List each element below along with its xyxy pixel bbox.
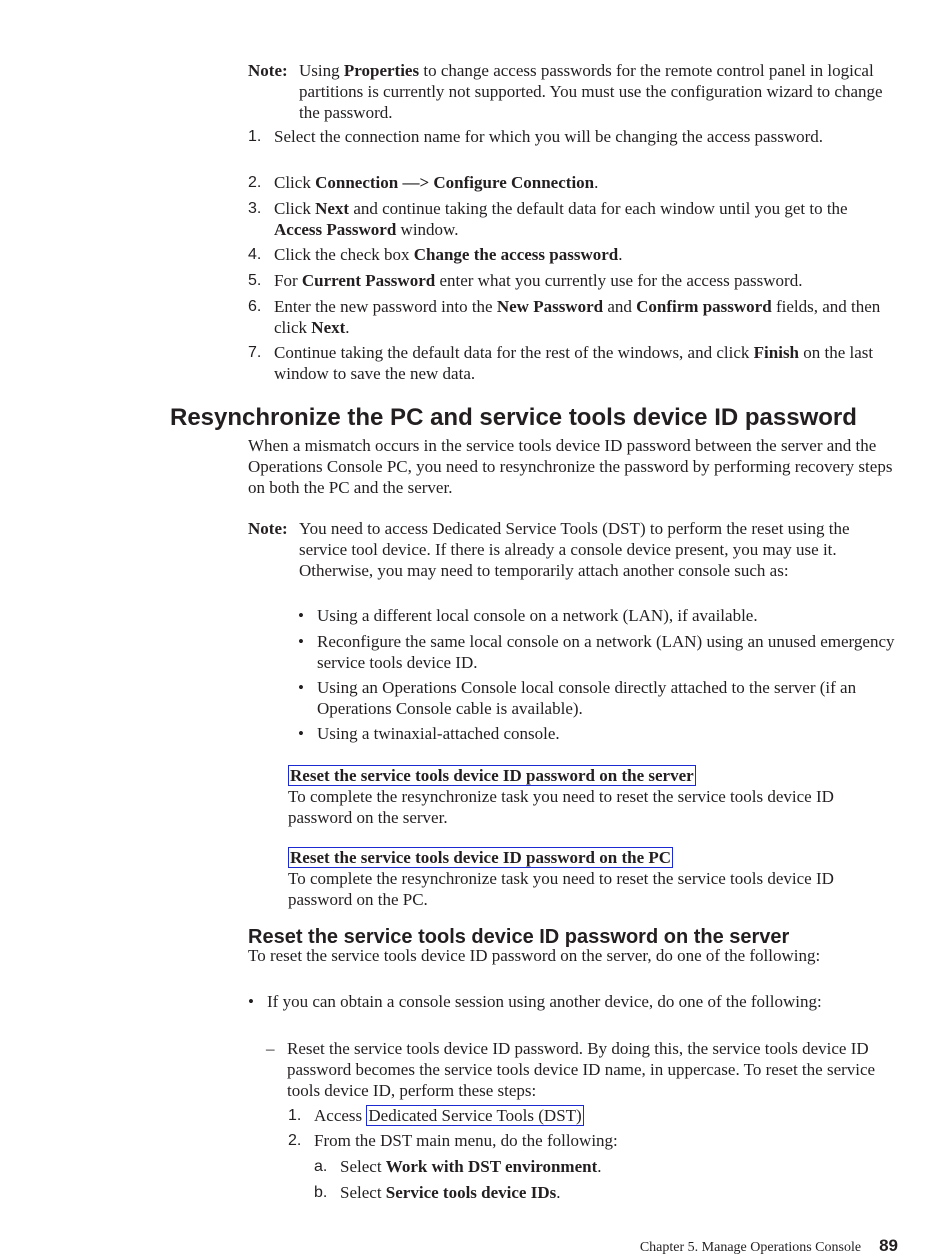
step-4: 4. Click the check box Change the access password. bbox=[248, 245, 623, 264]
substep-b: b. Select Service tools device IDs. bbox=[314, 1183, 561, 1202]
section-heading: Resynchronize the PC and service tools device ID password bbox=[170, 404, 857, 431]
reset-server-link[interactable]: Reset the service tools device ID password on the server bbox=[290, 766, 694, 785]
list-item: • If you can obtain a console session using another device, do one of the following: bbox=[248, 992, 822, 1011]
dash-item: – Reset the service tools device ID password. By doing this, the service tools device ID password becomes the service tools device ID name, in uppercase. To reset the service tools device ID, perform these steps: bbox=[266, 1039, 876, 1100]
top-note bbox=[248, 60, 898, 123]
list-item: • Using a twinaxial-attached console. bbox=[298, 724, 560, 743]
subheading: Reset the service tools device ID password on the server bbox=[248, 926, 790, 948]
step-6: 6. Enter the new password into the New Password and Confirm password fields, and then click Next. bbox=[248, 297, 881, 337]
link-description: To complete the resynchronize task you need to reset the service tools device ID password on the PC. bbox=[288, 869, 834, 909]
dst-note bbox=[248, 518, 898, 581]
substep-2: 2. From the DST main menu, do the following: bbox=[288, 1131, 618, 1150]
step-7: 7. Continue taking the default data for the rest of the windows, and click Finish on the last window to save the new data. bbox=[248, 343, 874, 383]
step-3: 3. Click Next and continue taking the default data for each window until you get to the Access Password window. bbox=[248, 199, 848, 239]
step-1: 1. Select the connection name for which you will be changing the access password. bbox=[248, 127, 824, 146]
list-item: • Reconfigure the same local console on a network (LAN) using an unused emergency service tools device ID. bbox=[298, 632, 895, 672]
link-entry-pc bbox=[288, 847, 898, 910]
footer-chapter: Chapter 5. Manage Operations Console bbox=[639, 1240, 862, 1255]
note-body: You need to access Dedicated Service Tools (DST) to perform the reset using the service tool device. If there is already a console device present, you may use it. Otherwise, you may need to temporarily attach another console such as: bbox=[299, 519, 850, 580]
step-2: 2. Click Connection —> Configure Connection. bbox=[248, 173, 599, 192]
list-item: • Using an Operations Console local console directly attached to the server (if an Operations Console cable is available). bbox=[298, 678, 857, 718]
sub-intro: To reset the service tools device ID password on the server, do one of the following: bbox=[248, 946, 821, 965]
dst-link[interactable]: Dedicated Service Tools (DST) bbox=[368, 1106, 582, 1125]
link-description: To complete the resynchronize task you need to reset the service tools device ID password on the server. bbox=[288, 787, 834, 827]
note-body: Using Properties to change access passwords for the remote control panel in logical partitions is currently not supported. You must use the configuration wizard to change the password. bbox=[299, 61, 883, 122]
step-5: 5. For Current Password enter what you currently use for the access password. bbox=[248, 271, 803, 290]
note-label: Note: bbox=[248, 519, 288, 538]
list-item: • Using a different local console on a network (LAN), if available. bbox=[298, 606, 758, 625]
page-footer bbox=[640, 1236, 898, 1258]
link-entry-server bbox=[288, 765, 898, 828]
reset-pc-link[interactable]: Reset the service tools device ID password on the PC bbox=[290, 848, 672, 867]
substep-1: 1. Access Dedicated Service Tools (DST) bbox=[288, 1106, 582, 1125]
section-intro: When a mismatch occurs in the service tools device ID password between the server and the Operations Console PC, you need to resynchronize the password by performing recovery steps on both the PC and the server. bbox=[248, 436, 893, 497]
note-label: Note: bbox=[248, 61, 288, 80]
page-number: 89 bbox=[879, 1236, 898, 1255]
substep-a: a. Select Work with DST environment. bbox=[314, 1157, 602, 1176]
